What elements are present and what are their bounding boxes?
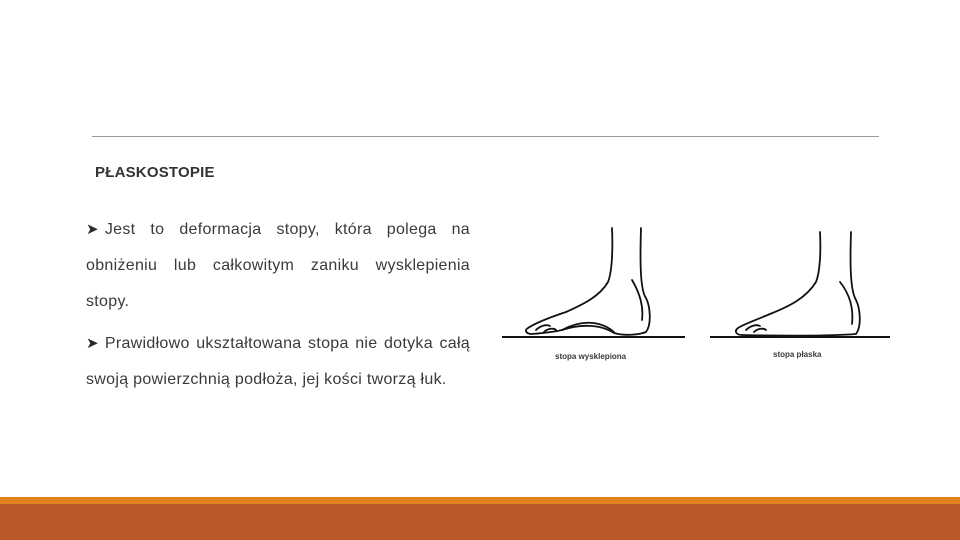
bullet-text-1: Jest to deformacja stopy, która polega na obniżeniu lub całkowitym zaniku wysklepienia stopy. (86, 221, 470, 310)
bullet-list (86, 212, 470, 404)
arrow-bullet-icon: ➤ (86, 221, 99, 238)
feet-drawing (500, 220, 900, 370)
bullet-item-2 (86, 326, 470, 398)
feet-illustration (500, 220, 900, 370)
footer-bar (0, 504, 960, 540)
arched-foot-label: stopa wysklepiona (555, 352, 627, 361)
footer-accent-stripe (0, 497, 960, 504)
bullet-text-2: Prawidłowo ukształtowana stopa nie dotyka całą swoją powierzchnią podłoża, jej kości tworzą łuk. (86, 335, 470, 388)
arched-foot-icon (526, 228, 650, 335)
flat-foot-label: stopa płaska (773, 350, 822, 359)
title-divider (92, 136, 879, 137)
arrow-bullet-icon: ➤ (86, 335, 99, 352)
slide-title: PŁASKOSTOPIE (95, 164, 215, 181)
flat-foot-icon (736, 232, 860, 336)
bullet-item-1 (86, 212, 470, 320)
